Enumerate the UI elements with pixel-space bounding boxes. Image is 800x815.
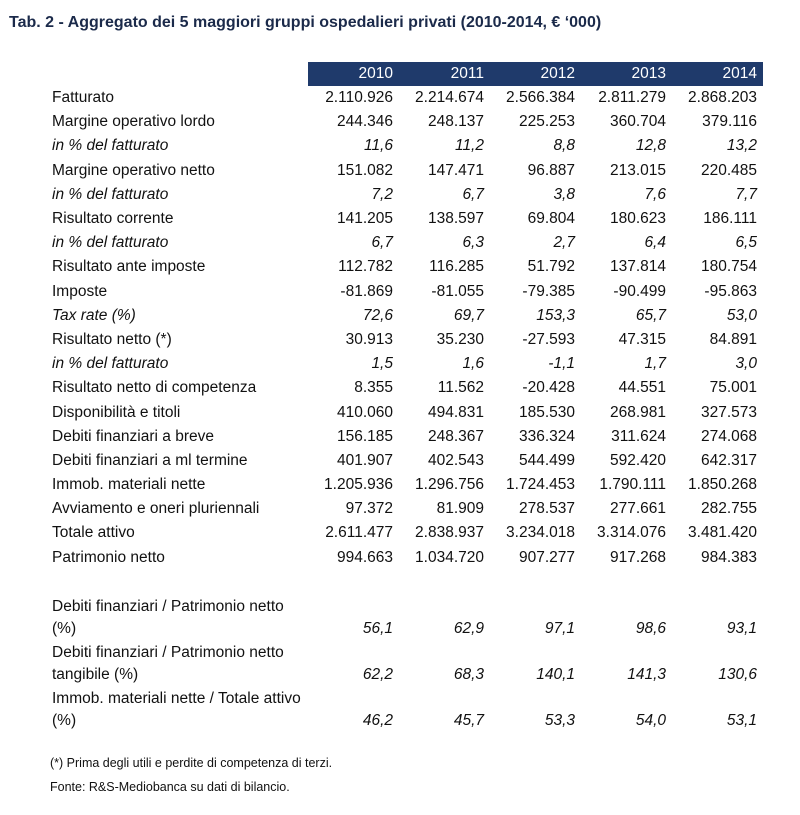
value-cell: 98,6	[635, 619, 666, 637]
value-cell: -95.863	[704, 282, 757, 300]
value-cell: 544.499	[518, 451, 575, 469]
value-cell: 44.551	[618, 379, 666, 397]
value-cell: 97.372	[345, 500, 393, 518]
value-cell: 494.831	[427, 403, 484, 421]
value-cell: 402.543	[427, 451, 484, 469]
value-cell: 56,1	[362, 619, 393, 637]
value-cell: 1.205.936	[324, 476, 393, 494]
value-cell: 2.811.279	[598, 89, 666, 107]
value-cell: 11.562	[437, 379, 484, 397]
table-notes	[50, 751, 332, 799]
table-header	[50, 62, 763, 86]
value-cell: 401.907	[336, 451, 393, 469]
table-row	[50, 425, 763, 449]
value-cell: 1,7	[644, 355, 666, 373]
row-label: Margine operativo netto	[52, 161, 215, 179]
value-cell: 282.755	[700, 500, 757, 518]
table-row	[50, 376, 763, 400]
table-row	[50, 546, 763, 570]
row-label: Avviamento e oneri pluriennali	[52, 500, 260, 518]
row-label: Risultato netto (*)	[52, 330, 172, 348]
row-label: Immob. materiali nette / Totale attivo (%)	[52, 689, 301, 729]
value-cell: 2.611.477	[325, 524, 393, 542]
table-row	[50, 207, 763, 231]
value-cell: 53,3	[544, 711, 575, 729]
value-cell: -79.385	[522, 282, 575, 300]
value-cell: 54,0	[635, 711, 666, 729]
table-row	[50, 231, 763, 255]
value-cell: 140,1	[536, 665, 575, 683]
value-cell: 53,1	[726, 711, 757, 729]
year-header: 2013	[581, 62, 672, 86]
value-cell: 336.324	[518, 427, 575, 445]
row-label: Tax rate (%)	[52, 306, 136, 324]
value-cell: 156.185	[336, 427, 393, 445]
row-label: Totale attivo	[52, 524, 135, 542]
value-cell: 907.277	[518, 548, 575, 566]
row-label: Disponibilità e titoli	[52, 403, 181, 421]
value-cell: 93,1	[726, 619, 757, 637]
year-header: 2010	[308, 62, 399, 86]
row-label: in % del fatturato	[52, 185, 169, 203]
spacer-row	[50, 570, 763, 596]
value-cell: 62,2	[362, 665, 393, 683]
row-label: Debiti finanziari / Patrimonio netto (%)	[52, 597, 284, 637]
value-cell: 3.234.018	[506, 524, 575, 542]
value-cell: 225.253	[518, 113, 575, 131]
row-label: Risultato ante imposte	[52, 258, 206, 276]
table-row	[50, 183, 763, 207]
row-label: in % del fatturato	[52, 137, 169, 155]
table-row	[50, 400, 763, 424]
value-cell: 84.891	[709, 330, 757, 348]
footnote: (*) Prima degli utili e perdite di competenza di terzi.	[50, 756, 333, 770]
value-cell: 994.663	[336, 548, 393, 566]
value-cell: 51.792	[527, 258, 575, 276]
value-cell: 8,8	[553, 137, 575, 155]
value-cell: 47.315	[618, 330, 666, 348]
value-cell: 1,6	[462, 355, 484, 373]
value-cell: 3.314.076	[597, 524, 666, 542]
value-cell: 379.116	[702, 113, 757, 131]
value-cell: -90.499	[613, 282, 666, 300]
value-cell: 3,8	[553, 185, 575, 203]
header-row	[50, 62, 763, 86]
value-cell: 2.110.926	[325, 89, 393, 107]
table-row	[50, 86, 763, 110]
value-cell: 69.804	[527, 210, 575, 228]
value-cell: 153,3	[536, 306, 575, 324]
table-row	[50, 110, 763, 134]
financial-table	[50, 62, 763, 734]
value-cell: -81.055	[431, 282, 484, 300]
value-cell: 2.214.674	[415, 89, 484, 107]
row-label: Risultato corrente	[52, 210, 174, 228]
value-cell: 274.068	[700, 427, 757, 445]
value-cell: 6,4	[644, 234, 666, 252]
value-cell: -27.593	[522, 330, 575, 348]
value-cell: 1,5	[371, 355, 393, 373]
value-cell: 53,0	[726, 306, 757, 324]
value-cell: 180.623	[609, 210, 666, 228]
row-label: Imposte	[52, 282, 108, 300]
value-cell: 248.367	[427, 427, 484, 445]
value-cell: 72,6	[362, 306, 393, 324]
value-cell: 68,3	[453, 665, 484, 683]
table-row	[50, 159, 763, 183]
value-cell: 69,7	[453, 306, 484, 324]
value-cell: 130,6	[718, 665, 757, 683]
value-cell: 45,7	[453, 711, 484, 729]
value-cell: 141.205	[336, 210, 393, 228]
row-label: Debiti finanziari a ml termine	[52, 451, 248, 469]
value-cell: 3,0	[735, 355, 757, 373]
value-cell: 112.782	[338, 258, 393, 276]
value-cell: 8.355	[354, 379, 393, 397]
row-label: Patrimonio netto	[52, 548, 165, 566]
value-cell: 984.383	[700, 548, 757, 566]
table-row	[50, 596, 763, 642]
value-cell: 65,7	[635, 306, 666, 324]
row-label: Margine operativo lordo	[52, 113, 215, 131]
value-cell: 35.230	[436, 330, 484, 348]
value-cell: 2,7	[553, 234, 575, 252]
value-cell: 11,6	[363, 137, 393, 155]
value-cell: 268.981	[609, 403, 666, 421]
source-note: Fonte: R&S-Mediobanca su dati di bilancio.	[50, 780, 290, 794]
value-cell: 7,7	[735, 185, 757, 203]
value-cell: 96.887	[527, 161, 575, 179]
row-label: Debiti finanziari / Patrimonio netto tangibile (%)	[52, 643, 284, 683]
value-cell: 97,1	[544, 619, 575, 637]
row-label: Fatturato	[52, 89, 115, 107]
value-cell: 138.597	[427, 210, 484, 228]
table-row	[50, 473, 763, 497]
table-row	[50, 304, 763, 328]
value-cell: 11,2	[454, 137, 484, 155]
value-cell: 327.573	[700, 403, 757, 421]
value-cell: 278.537	[518, 500, 575, 518]
value-cell: 12,8	[635, 137, 666, 155]
year-header: 2012	[490, 62, 581, 86]
value-cell: 220.485	[700, 161, 757, 179]
table-row	[50, 642, 763, 688]
value-cell: 1.724.453	[506, 476, 575, 494]
value-cell: 248.137	[427, 113, 484, 131]
value-cell: 1.850.268	[688, 476, 757, 494]
row-label: Immob. materiali nette	[52, 476, 206, 494]
value-cell: 1.034.720	[415, 548, 484, 566]
value-cell: 311.624	[611, 427, 666, 445]
value-cell: 180.754	[700, 258, 757, 276]
value-cell: 592.420	[609, 451, 666, 469]
value-cell: 137.814	[609, 258, 666, 276]
value-cell: 186.111	[703, 210, 757, 228]
table-row	[50, 255, 763, 279]
value-cell: 6,7	[371, 234, 393, 252]
row-label: Debiti finanziari a breve	[52, 427, 214, 445]
value-cell: 46,2	[362, 711, 393, 729]
value-cell: 7,6	[644, 185, 666, 203]
value-cell: 6,7	[462, 185, 484, 203]
row-label: in % del fatturato	[52, 355, 169, 373]
value-cell: 213.015	[609, 161, 666, 179]
value-cell: 2.838.937	[415, 524, 484, 542]
table-row	[50, 352, 763, 376]
table-row	[50, 497, 763, 521]
table-title: Tab. 2 - Aggregato dei 5 maggiori gruppi ospedalieri privati (2010-2014, € ‘000)	[9, 14, 602, 31]
header-blank-cell	[50, 62, 308, 86]
value-cell: 141,3	[627, 665, 666, 683]
value-cell: 6,3	[462, 234, 484, 252]
value-cell: 75.001	[709, 379, 757, 397]
table-row	[50, 134, 763, 158]
table-row	[50, 449, 763, 473]
value-cell: 360.704	[609, 113, 666, 131]
value-cell: 2.566.384	[506, 89, 575, 107]
value-cell: 30.913	[345, 330, 393, 348]
value-cell: 13,2	[726, 137, 757, 155]
value-cell: 277.661	[609, 500, 666, 518]
value-cell: 147.471	[427, 161, 484, 179]
year-header: 2014	[672, 62, 763, 86]
value-cell: 185.530	[518, 403, 575, 421]
value-cell: -1,1	[548, 355, 575, 373]
table-row	[50, 521, 763, 545]
value-cell: -20.428	[522, 379, 575, 397]
value-cell: 1.296.756	[415, 476, 484, 494]
row-label: Risultato netto di competenza	[52, 379, 257, 397]
table-row	[50, 328, 763, 352]
value-cell: 1.790.111	[599, 476, 666, 494]
value-cell: 3.481.420	[688, 524, 757, 542]
value-cell: 2.868.203	[688, 89, 757, 107]
table-row	[50, 688, 763, 734]
table-row	[50, 280, 763, 304]
value-cell: -81.869	[340, 282, 393, 300]
value-cell: 151.082	[336, 161, 393, 179]
value-cell: 6,5	[735, 234, 757, 252]
value-cell: 410.060	[336, 403, 393, 421]
value-cell: 642.317	[700, 451, 757, 469]
value-cell: 62,9	[453, 619, 484, 637]
value-cell: 244.346	[336, 113, 393, 131]
value-cell: 917.268	[609, 548, 666, 566]
year-header: 2011	[399, 62, 490, 86]
row-label: in % del fatturato	[52, 234, 169, 252]
value-cell: 116.285	[429, 258, 484, 276]
value-cell: 7,2	[371, 185, 393, 203]
table-body	[50, 86, 763, 734]
value-cell: 81.909	[436, 500, 484, 518]
